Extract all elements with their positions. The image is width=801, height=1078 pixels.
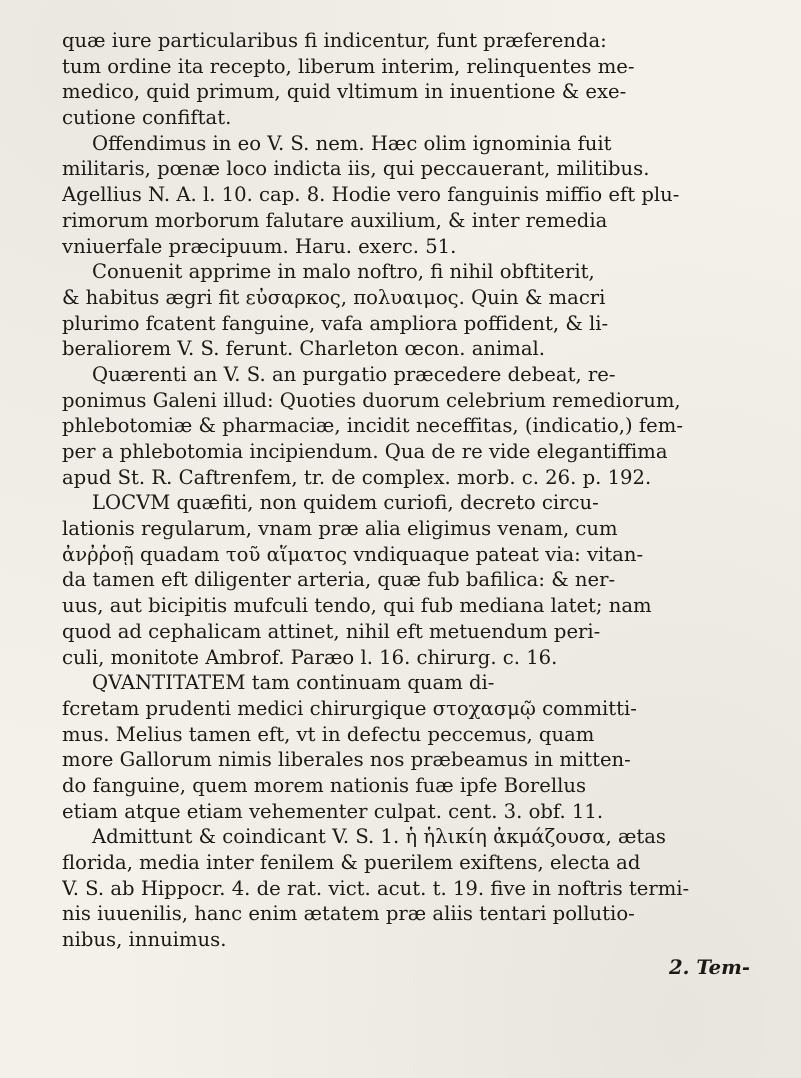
text-line: plurimo fcatent fanguine, vafa ampliora poffident, & li-: [62, 311, 609, 335]
text-line: da tamen eft diligenter arteria, quæ fub bafilica: & ner-: [62, 568, 616, 592]
text-line: Quærenti an V. S. an purgatio præcedere debeat, re-: [92, 362, 616, 386]
text-line: apud St. R. Caftrenfem, tr. de complex. morb. c. 26. p. 192.: [62, 465, 652, 489]
catchword: 2. Tem-: [669, 955, 750, 979]
text-line: Conuenit apprime in malo noftro, fi nihil obftiterit,: [92, 260, 595, 284]
text-line: LOCVM quæfiti, non quidem curiofi, decreto circu-: [92, 491, 599, 515]
text-line: QVANTITATEM tam continuam quam di-: [92, 671, 495, 695]
text-line: do fanguine, quem morem nationis fuæ ipfe Borellus: [62, 773, 587, 797]
text-line: etiam atque etiam vehementer culpat. cent. 3. obf. 11.: [62, 799, 604, 823]
text-line: ponimus Galeni illud: Quoties duorum celebrium remediorum,: [62, 388, 681, 412]
text-line: Admittunt & coindicant V. S. 1. ἡ ἡλικίη ἀκμάζουσα, ætas: [92, 825, 666, 849]
text-line: ἀνῤῥοῇ quadam τοῦ αἵματος vndiquaque pateat via: vitan-: [62, 542, 644, 566]
text-line: fcretam prudenti medici chirurgique στοχασμῷ committi-: [62, 696, 637, 720]
text-line: & habitus ægri fit εὐσαρκος, πολυαιμος. Quin & macri: [62, 285, 606, 309]
text-line: rimorum morborum falutare auxilium, & inter remedia: [62, 208, 608, 232]
text-line: vniuerfale præcipuum. Haru. exerc. 51.: [62, 234, 457, 258]
text-line: phlebotomiæ & pharmaciæ, incidit neceffitas, (indicatio,) fem-: [62, 414, 683, 438]
text-line: V. S. ab Hippocr. 4. de rat. vict. acut. t. 19. five in noftris termi-: [62, 876, 690, 900]
text-line: nibus, innuimus.: [62, 928, 227, 952]
text-line: lationis regularum, vnam præ alia eligimus venam, cum: [62, 517, 618, 541]
text-line: medico, quid primum, quid vltimum in inuentione & exe-: [62, 80, 627, 104]
text-line: florida, media inter fenilem & puerilem exiftens, electa ad: [62, 851, 641, 874]
text-line: militaris, pœnæ loco indicta iis, qui peccauerant, militibus.: [62, 157, 650, 181]
text-line: quod ad cephalicam attinet, nihil eft metuendum peri-: [62, 619, 601, 643]
text-line: uus, aut bicipitis mufculi tendo, qui fub mediana latet; nam: [62, 594, 652, 618]
text-line: more Gallorum nimis liberales nos præbeamus in mitten-: [62, 748, 631, 772]
text-line: nis iuuenilis, hanc enim ætatem præ aliis tentari pollutio-: [62, 902, 635, 926]
text-line: quæ iure particularibus fi indicentur, funt præferenda:: [62, 29, 607, 52]
text-line: cutione confiftat.: [62, 106, 232, 130]
text-line: tum ordine ita recepto, liberum interim, relinquentes me-: [62, 54, 635, 78]
text-line: per a phlebotomia incipiendum. Qua de re vide elegantiffima: [62, 440, 668, 463]
text-line: Agellius N. A. l. 10. cap. 8. Hodie vero fanguinis miffio eft plu-: [62, 183, 680, 207]
text-line: mus. Melius tamen eft, vt in defectu peccemus, quam: [62, 722, 595, 746]
text-line: culi, monitote Ambrof. Paræo l. 16. chirurg. c. 16.: [62, 645, 558, 669]
text-line: beraliorem V. S. ferunt. Charleton œcon. animal.: [62, 337, 546, 361]
text-line: Offendimus in eo V. S. nem. Hæc olim ignominia fuit: [92, 131, 612, 155]
body-text: [62, 28, 762, 980]
